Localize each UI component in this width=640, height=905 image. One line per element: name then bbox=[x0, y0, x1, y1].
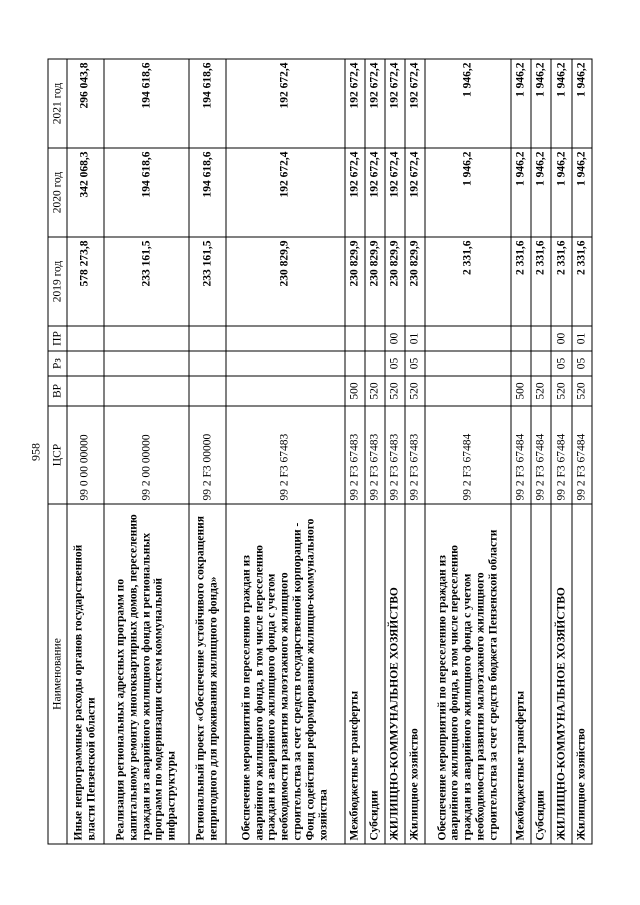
cell-pr: 00 bbox=[551, 326, 571, 351]
cell-rz: 05 bbox=[385, 351, 405, 376]
cell-name: Межбюджетные трансферты bbox=[511, 504, 531, 844]
cell-vr bbox=[189, 376, 226, 406]
cell-y2021: 1 946,2 bbox=[511, 59, 531, 148]
cell-y2021: 192 672,4 bbox=[226, 59, 345, 148]
cell-y2019: 2 331,6 bbox=[531, 237, 551, 326]
cell-csr: 99 2 F3 67483 bbox=[226, 406, 345, 504]
cell-vr bbox=[425, 376, 511, 406]
table-row bbox=[104, 59, 190, 844]
cell-y2021: 192 672,4 bbox=[365, 59, 385, 148]
cell-y2019: 2 331,6 bbox=[572, 237, 592, 326]
cell-y2020: 192 672,4 bbox=[365, 148, 385, 237]
cell-vr: 520 bbox=[531, 376, 551, 406]
cell-y2019: 230 829,9 bbox=[345, 237, 365, 326]
cell-csr: 99 2 F3 67484 bbox=[531, 406, 551, 504]
table-row bbox=[365, 59, 385, 844]
cell-pr bbox=[189, 326, 226, 351]
cell-csr: 99 2 F3 67484 bbox=[511, 406, 531, 504]
table-row bbox=[551, 59, 571, 844]
cell-vr bbox=[226, 376, 345, 406]
cell-vr: 520 bbox=[385, 376, 405, 406]
cell-y2020: 192 672,4 bbox=[405, 148, 425, 237]
table-header-row bbox=[48, 59, 67, 844]
table-body bbox=[67, 59, 592, 844]
cell-vr: 500 bbox=[345, 376, 365, 406]
cell-name: Субсидии bbox=[531, 504, 551, 844]
cell-pr bbox=[67, 326, 104, 351]
cell-y2020: 194 618,6 bbox=[104, 148, 190, 237]
cell-y2019: 578 273,8 bbox=[67, 237, 104, 326]
cell-y2019: 233 161,5 bbox=[104, 237, 190, 326]
cell-name: Обеспечение мероприятий по переселению граждан из аварийного жилищного фонда, в том числе переселению граждан из аварийного жилищного фонда с учетом необходимости развития малоэтажного жилищного строительства за счет средств бюджета Пензенской области bbox=[425, 504, 511, 844]
cell-y2019: 230 829,9 bbox=[226, 237, 345, 326]
cell-pr bbox=[104, 326, 190, 351]
page-number: 958 bbox=[28, 443, 43, 461]
cell-y2020: 342 068,3 bbox=[67, 148, 104, 237]
rotated-table-container bbox=[48, 60, 593, 845]
header-name: Наименование bbox=[48, 504, 67, 844]
cell-csr: 99 2 F3 67483 bbox=[405, 406, 425, 504]
cell-y2021: 1 946,2 bbox=[572, 59, 592, 148]
cell-rz bbox=[511, 351, 531, 376]
cell-vr: 520 bbox=[551, 376, 571, 406]
cell-name: ЖИЛИЩНО-КОММУНАЛЬНОЕ ХОЗЯЙСТВО bbox=[385, 504, 405, 844]
cell-vr: 520 bbox=[405, 376, 425, 406]
cell-pr bbox=[531, 326, 551, 351]
header-2021: 2021 год bbox=[48, 59, 67, 148]
cell-y2019: 230 829,9 bbox=[365, 237, 385, 326]
cell-y2021: 1 946,2 bbox=[551, 59, 571, 148]
cell-rz bbox=[345, 351, 365, 376]
cell-y2019: 2 331,6 bbox=[551, 237, 571, 326]
cell-rz bbox=[189, 351, 226, 376]
header-csr: ЦСР bbox=[48, 406, 67, 504]
cell-y2020: 194 618,6 bbox=[189, 148, 226, 237]
header-vr: ВР bbox=[48, 376, 67, 406]
cell-rz: 05 bbox=[572, 351, 592, 376]
cell-y2021: 194 618,6 bbox=[189, 59, 226, 148]
cell-name: Иные непрограммные расходы органов государственной власти Пензенской области bbox=[67, 504, 104, 844]
table-row bbox=[385, 59, 405, 844]
table-row bbox=[425, 59, 511, 844]
cell-y2019: 2 331,6 bbox=[511, 237, 531, 326]
table-row bbox=[531, 59, 551, 844]
cell-y2021: 192 672,4 bbox=[405, 59, 425, 148]
header-2019: 2019 год bbox=[48, 237, 67, 326]
cell-y2020: 192 672,4 bbox=[385, 148, 405, 237]
cell-rz bbox=[365, 351, 385, 376]
cell-rz: 05 bbox=[405, 351, 425, 376]
cell-pr bbox=[345, 326, 365, 351]
header-pr: ПР bbox=[48, 326, 67, 351]
cell-csr: 99 2 F3 67484 bbox=[425, 406, 511, 504]
cell-y2020: 1 946,2 bbox=[572, 148, 592, 237]
cell-name: Региональный проект «Обеспечение устойчивого сокращения непригодного для проживания жилищного фонда» bbox=[189, 504, 226, 844]
cell-y2019: 230 829,9 bbox=[405, 237, 425, 326]
cell-y2020: 1 946,2 bbox=[425, 148, 511, 237]
budget-table bbox=[48, 59, 593, 845]
cell-name: Жилищное хозяйство bbox=[572, 504, 592, 844]
cell-csr: 99 2 F3 67483 bbox=[365, 406, 385, 504]
cell-rz bbox=[226, 351, 345, 376]
cell-y2020: 1 946,2 bbox=[551, 148, 571, 237]
cell-y2019: 230 829,9 bbox=[385, 237, 405, 326]
cell-csr: 99 2 F3 67484 bbox=[572, 406, 592, 504]
cell-rz bbox=[67, 351, 104, 376]
cell-y2019: 2 331,6 bbox=[425, 237, 511, 326]
table-row bbox=[405, 59, 425, 844]
cell-vr: 500 bbox=[511, 376, 531, 406]
cell-rz bbox=[104, 351, 190, 376]
cell-vr: 520 bbox=[572, 376, 592, 406]
cell-csr: 99 2 F3 00000 bbox=[189, 406, 226, 504]
cell-rz bbox=[425, 351, 511, 376]
cell-y2021: 296 043,8 bbox=[67, 59, 104, 148]
cell-pr bbox=[511, 326, 531, 351]
cell-pr bbox=[365, 326, 385, 351]
cell-name: Реализация региональных адресных программ по капитальному ремонту многоквартирных домов, переселению граждан из аварийного жилищного фонда и региональных программ по модернизации систем коммунальной инфраструктуры bbox=[104, 504, 190, 844]
header-rz: Рз bbox=[48, 351, 67, 376]
cell-y2020: 1 946,2 bbox=[511, 148, 531, 237]
cell-y2021: 192 672,4 bbox=[345, 59, 365, 148]
cell-pr bbox=[425, 326, 511, 351]
cell-y2021: 1 946,2 bbox=[531, 59, 551, 148]
cell-vr: 520 bbox=[365, 376, 385, 406]
cell-csr: 99 2 00 00000 bbox=[104, 406, 190, 504]
cell-vr bbox=[67, 376, 104, 406]
cell-pr: 01 bbox=[405, 326, 425, 351]
cell-y2021: 192 672,4 bbox=[385, 59, 405, 148]
table-row bbox=[345, 59, 365, 844]
cell-y2021: 1 946,2 bbox=[425, 59, 511, 148]
cell-csr: 99 0 00 00000 bbox=[67, 406, 104, 504]
header-2020: 2020 год bbox=[48, 148, 67, 237]
cell-y2021: 194 618,6 bbox=[104, 59, 190, 148]
cell-y2019: 233 161,5 bbox=[189, 237, 226, 326]
table-row bbox=[572, 59, 592, 844]
cell-name: ЖИЛИЩНО-КОММУНАЛЬНОЕ ХОЗЯЙСТВО bbox=[551, 504, 571, 844]
cell-vr bbox=[104, 376, 190, 406]
cell-y2020: 192 672,4 bbox=[226, 148, 345, 237]
cell-csr: 99 2 F3 67483 bbox=[345, 406, 365, 504]
cell-y2020: 1 946,2 bbox=[531, 148, 551, 237]
cell-y2020: 192 672,4 bbox=[345, 148, 365, 237]
cell-name: Жилищное хозяйство bbox=[405, 504, 425, 844]
table-row bbox=[67, 59, 104, 844]
cell-csr: 99 2 F3 67483 bbox=[385, 406, 405, 504]
cell-name: Обеспечение мероприятий по переселению граждан из аварийного жилищного фонда, в том числе переселению граждан из аварийного жилищного фонда с учетом необходимости развития малоэтажного жилищного строительства за счет средств государственной корпорации - Фонд содействия реформированию жилищно-коммунального хозяйства bbox=[226, 504, 345, 844]
table-row bbox=[226, 59, 345, 844]
table-row bbox=[511, 59, 531, 844]
cell-pr: 01 bbox=[572, 326, 592, 351]
table-row bbox=[189, 59, 226, 844]
cell-rz bbox=[531, 351, 551, 376]
cell-name: Субсидии bbox=[365, 504, 385, 844]
cell-name: Межбюджетные трансферты bbox=[345, 504, 365, 844]
cell-csr: 99 2 F3 67484 bbox=[551, 406, 571, 504]
cell-pr: 00 bbox=[385, 326, 405, 351]
cell-pr bbox=[226, 326, 345, 351]
cell-rz: 05 bbox=[551, 351, 571, 376]
